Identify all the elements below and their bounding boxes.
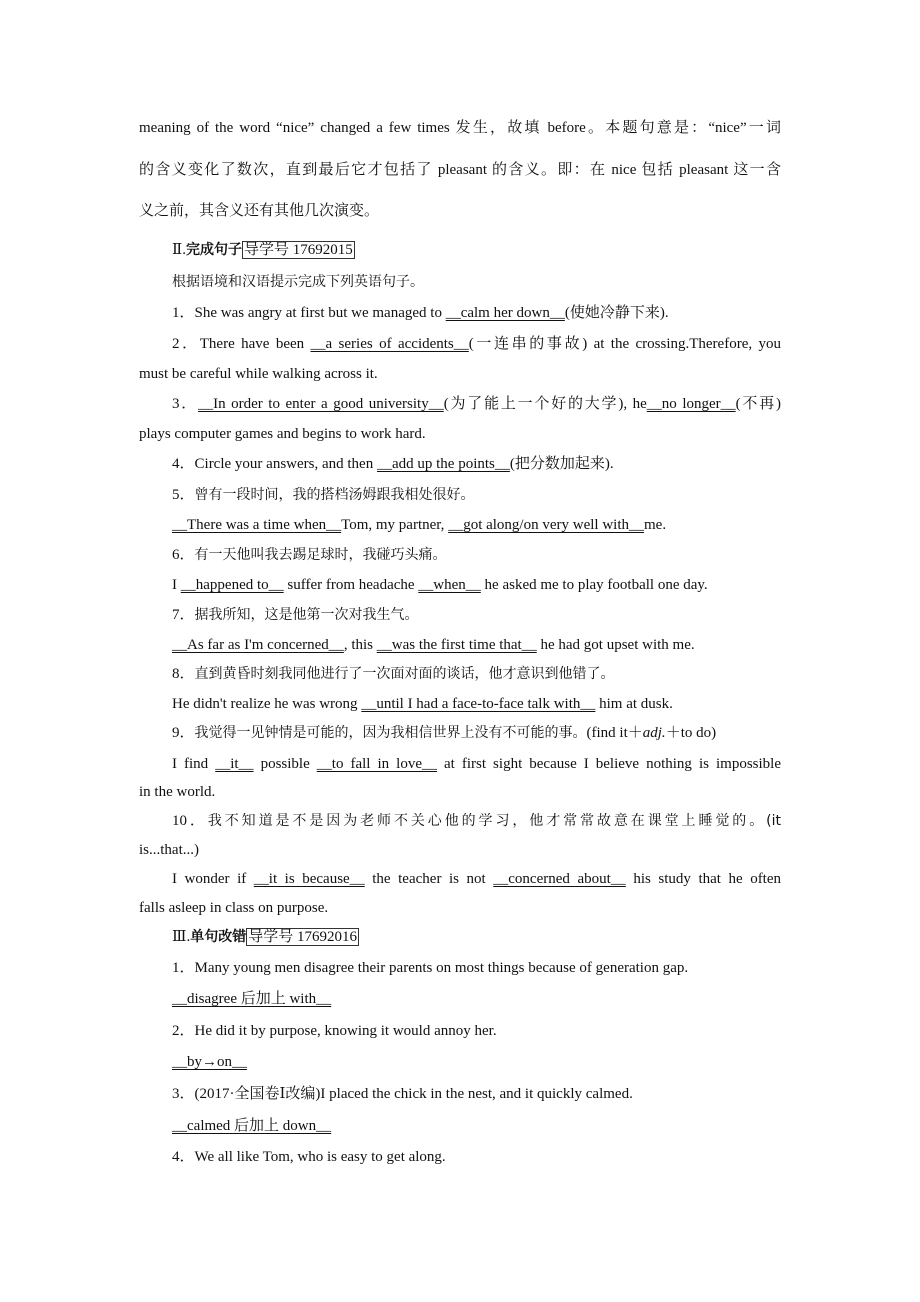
item-number: 10．	[172, 813, 208, 829]
item-number: 3．	[172, 1086, 195, 1102]
answer-blank: __a series of accidents__	[310, 336, 469, 352]
item-number: 5．	[172, 487, 195, 503]
s3-item-3	[172, 1084, 633, 1104]
s2-item-1	[172, 303, 669, 323]
item-text: he had got upset with me.	[536, 637, 695, 653]
answer-blank: __As far as I'm concerned__	[172, 637, 344, 653]
correction-blank: __by→on__	[172, 1054, 247, 1070]
intro-line-2: 的含义变化了数次，直到最后它才包括了 pleasant 的含义。即：在 nice 包括 pleasant 这一含	[139, 162, 781, 178]
s3-item-3-correction	[172, 1116, 331, 1136]
s2-item-10-prompt	[172, 811, 781, 831]
item-text: at first sight because I believe nothing is impossible	[437, 756, 781, 772]
intro-line-3: 义之前，其含义还有其他几次演变。	[139, 203, 380, 219]
item-text: (一连串的事故) at the crossing.Therefore, you	[468, 336, 781, 352]
answer-blank: __concerned about__	[493, 871, 626, 887]
item-number: 3．	[172, 396, 199, 412]
answer-blank: __happened to__	[180, 577, 284, 593]
s2-item-7-prompt	[172, 605, 419, 625]
item-hint: (find it＋	[586, 725, 643, 741]
answer-blank: __it is because__	[253, 871, 365, 887]
item-text: Circle your answers, and then	[194, 456, 377, 472]
section-3-heading	[172, 927, 359, 947]
item-number: 1．	[172, 960, 195, 976]
answer-blank: __it__	[215, 756, 254, 772]
s2-item-6-answer	[172, 575, 708, 595]
item-number: 1．	[172, 305, 195, 321]
s2-item-8-prompt	[172, 664, 615, 684]
item-prompt: 直到黄昏时刻我同他进行了一次面对面的谈话，他才意识到他错了。	[194, 666, 615, 682]
item-text: him at dusk.	[595, 696, 673, 712]
s3-item-4	[172, 1147, 446, 1167]
correction-blank: __disagree 后加上 with__	[172, 991, 332, 1007]
s2-item-6-prompt	[172, 545, 447, 565]
s2-item-2	[172, 334, 781, 354]
item-text: the teacher is not	[364, 871, 494, 887]
item-hint: adj.	[642, 725, 666, 741]
s2-item-5-prompt	[172, 485, 475, 505]
item-text: He didn't realize he was wrong	[172, 696, 362, 712]
item-text: She was angry at first but we managed to	[194, 305, 446, 321]
item-number: 8．	[172, 666, 195, 682]
answer-blank: __until I had a face-to-face talk with__	[361, 696, 596, 712]
s2-item-3-cont: plays computer games and begins to work hard.	[139, 426, 426, 442]
s2-item-9-prompt	[172, 723, 716, 743]
item-prompt: 有一天他叫我去踢足球时，我碰巧头痛。	[194, 547, 447, 563]
s2-item-9-answer	[172, 754, 781, 774]
answer-blank: __no longer__	[646, 396, 736, 412]
answer-blank: __add up the points__	[376, 456, 510, 472]
section-2-guide-number: 导学号 17692015	[243, 242, 353, 258]
s2-item-3	[172, 394, 781, 414]
s2-item-9-cont: in the world.	[139, 784, 216, 800]
item-text: possible	[253, 756, 317, 772]
item-sentence: We all like Tom, who is easy to get along.	[194, 1149, 446, 1165]
s2-item-8-answer	[172, 694, 673, 714]
item-hint: (使她冷静下来).	[564, 305, 669, 321]
s2-item-10-answer	[172, 869, 781, 889]
answer-blank: __to fall in love__	[316, 756, 437, 772]
s2-item-2-cont: must be careful while walking across it.	[139, 366, 378, 382]
answer-blank: __In order to enter a good university__	[198, 396, 444, 412]
item-text: There have been	[199, 336, 311, 352]
answer-blank: __got along/on very well with__	[448, 517, 644, 533]
item-prompt: 曾有一段时间，我的搭档汤姆跟我相处很好。	[194, 487, 475, 503]
item-number: 9．	[172, 725, 195, 741]
answer-blank: __There was a time when__	[172, 517, 342, 533]
item-prompt: 据我所知，这是他第一次对我生气。	[194, 607, 419, 623]
item-number: 6．	[172, 547, 195, 563]
s3-item-1	[172, 958, 688, 978]
section-3-title: 单句改错	[190, 929, 247, 945]
item-text: me.	[644, 517, 667, 533]
s2-item-10-cont: falls asleep in class on purpose.	[139, 900, 329, 916]
item-hint: (不再)	[735, 396, 781, 412]
item-prompt: 我觉得一见钟情是可能的，因为我相信世界上没有不可能的事。	[194, 725, 587, 741]
item-text: suffer from headache	[283, 577, 419, 593]
item-number: 4．	[172, 456, 195, 472]
item-number: 2．	[172, 1023, 195, 1039]
item-number: 4．	[172, 1149, 195, 1165]
section-2-instruction: 根据语境和汉语提示完成下列英语句子。	[172, 274, 424, 290]
s3-item-2	[172, 1021, 497, 1041]
item-text: Tom, my partner,	[341, 517, 449, 533]
s2-item-10-prompt-cont: is...that...)	[139, 842, 199, 858]
intro-line-1: meaning of the word “nice” changed a few times 发生，故填 before。本题句意是：“nice”一词	[139, 120, 781, 136]
item-text: I	[172, 577, 181, 593]
item-text: his study that he often	[625, 871, 782, 887]
item-text: , this	[343, 637, 377, 653]
item-text: I find	[172, 756, 216, 772]
section-3-guide-number: 导学号 17692016	[248, 929, 357, 945]
s3-item-1-correction	[172, 989, 331, 1009]
s2-item-7-answer	[172, 635, 695, 655]
item-prompt: 我不知道是不是因为老师不关心他的学习，他才常常故意在课堂上睡觉的。(it	[207, 813, 781, 829]
item-text: he asked me to play football one day.	[480, 577, 708, 593]
item-number: 7．	[172, 607, 195, 623]
item-number: 2．	[172, 336, 200, 352]
section-2-title: 完成句子	[185, 242, 242, 258]
item-hint: ＋to do)	[665, 725, 717, 741]
section-2-numeral: Ⅱ.	[172, 242, 186, 258]
section-3-numeral: Ⅲ.	[172, 929, 191, 945]
answer-blank: __calm her down__	[445, 305, 565, 321]
s2-item-4	[172, 454, 614, 474]
item-sentence: He did it by purpose, knowing it would annoy her.	[194, 1023, 497, 1039]
answer-blank: __when__	[418, 577, 481, 593]
s3-item-2-correction	[172, 1052, 247, 1072]
s2-item-5-answer	[172, 515, 666, 535]
item-sentence: (2017·全国卷Ⅰ改编)I placed the chick in the nest, and it quickly calmed.	[194, 1086, 633, 1102]
correction-blank: __calmed 后加上 down__	[172, 1118, 332, 1134]
item-hint: (把分数加起来).	[509, 456, 614, 472]
item-sentence: Many young men disagree their parents on most things because of generation gap.	[194, 960, 689, 976]
section-2-heading	[172, 240, 355, 260]
item-text: (为了能上一个好的大学), he	[443, 396, 647, 412]
answer-blank: __was the first time that__	[376, 637, 537, 653]
item-text: I wonder if	[172, 871, 254, 887]
